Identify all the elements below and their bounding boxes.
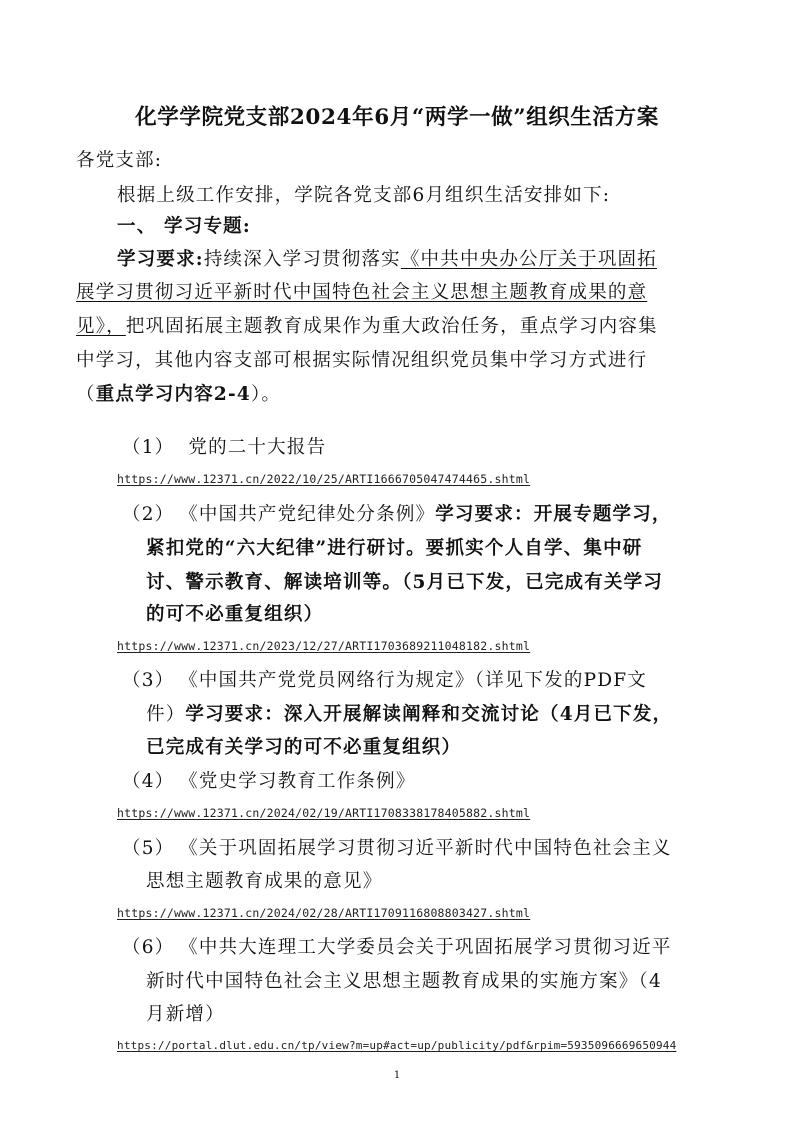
item-title: 《党史学习教育工作条例》 (188, 771, 416, 792)
section-heading-1: 一、 学习专题: (117, 216, 251, 237)
list-item-3-line-2 (146, 700, 672, 726)
document-title: 化学学院党支部2024年6月“两学一做”组织生活方案 (135, 105, 659, 130)
list-item-6-line-2: 新时代中国特色社会主义思想主题教育成果的实施方案》（4 (146, 971, 662, 992)
requirement-label: 学习要求: (117, 249, 204, 270)
document-link-part-1[interactable]: 《中共中央办公厅关于巩固拓 (400, 249, 657, 270)
list-item-1 (122, 433, 326, 459)
item-requirement: 学习要求：深入开展解读阐释和交流讨论（4月已下发， (185, 704, 673, 725)
requirement-line-2 (76, 278, 647, 304)
item-number: （2） (122, 504, 175, 525)
item-number: （1） (122, 437, 175, 458)
item-title-end: 件） (146, 704, 186, 725)
list-item-2-line-2: 紧扣党的“六大纪律”进行研讨。要抓实个人自学、集中研 (146, 538, 643, 559)
item-4-link[interactable]: https://www.12371.cn/2024/02/19/ARTI1708338178405882.shtml (117, 806, 531, 820)
key-content-note: 重点学习内容2-4 (95, 384, 251, 405)
requirement-line-4: 中学习，其他内容支部可根据实际情况组织党员集中学习方式进行 (76, 350, 648, 371)
list-item-5 (122, 834, 672, 860)
item-title: 《中国共产党纪律处分条例》 (188, 504, 436, 525)
item-title: 《中国共产党党员网络行为规定》（详见下发的PDF文 (188, 670, 647, 691)
item-number: （3） (122, 670, 175, 691)
document-link-part-2[interactable]: 展学习贯彻习近平新时代中国特色社会主义思想主题教育成果的意 (76, 282, 648, 303)
paren-close: ）。 (250, 384, 282, 405)
paren-open: （ (76, 384, 96, 405)
item-title: 《关于巩固拓展学习贯彻习近平新时代中国特色社会主义 (188, 838, 672, 859)
requirement-line-5 (76, 380, 281, 406)
item-6-link[interactable]: https://portal.dlut.edu.cn/tp/view?m=up#act=up/publicity/pdf&rpim=5935096669650944 (117, 1039, 677, 1052)
item-number: （6） (122, 937, 175, 958)
salutation: 各党支部: (76, 150, 163, 171)
list-item-3 (122, 666, 647, 692)
item-number: （5） (122, 838, 175, 859)
item-title: 《中共大连理工大学委员会关于巩固拓展学习贯彻习近平 (188, 937, 672, 958)
list-item-2-line-3: 讨、警示教育、解读培训等。（5月已下发，已完成有关学习 (146, 572, 664, 593)
list-item-2 (122, 500, 672, 526)
document-link-part-3[interactable]: 见》， (76, 316, 126, 337)
item-5-link[interactable]: https://www.12371.cn/2024/02/28/ARTI1709116808803427.shtml (117, 906, 531, 920)
requirement-line-1 (117, 245, 657, 271)
list-item-4 (122, 767, 416, 793)
requirement-line-3 (76, 312, 658, 338)
list-item-6 (122, 933, 672, 959)
list-item-6-line-3: 月新增） (146, 1004, 225, 1025)
item-2-link[interactable]: https://www.12371.cn/2023/12/27/ARTI1703689211048182.shtml (117, 639, 531, 653)
item-1-link[interactable]: https://www.12371.cn/2022/10/25/ARTI1666705047474465.shtml (117, 472, 531, 486)
requirement-text-b: 把巩固拓展主题教育成果作为重大政治任务，重点学习内容集 (125, 316, 658, 337)
requirement-text-a: 持续深入学习贯彻落实 (203, 249, 401, 270)
list-item-5-line-2: 思想主题教育成果的意见》 (146, 871, 383, 892)
list-item-2-line-4: 的可不必重复组织） (146, 604, 324, 625)
item-number: （4） (122, 771, 175, 792)
item-title: 党的二十大报告 (188, 437, 327, 458)
item-requirement: 学习要求：开展专题学习， (435, 504, 672, 525)
intro-paragraph: 根据上级工作安排，学院各党支部6月组织生活安排如下: (117, 185, 611, 206)
list-item-3-line-3: 已完成有关学习的可不必重复组织） (146, 737, 462, 758)
page-number: 1 (393, 1070, 401, 1081)
